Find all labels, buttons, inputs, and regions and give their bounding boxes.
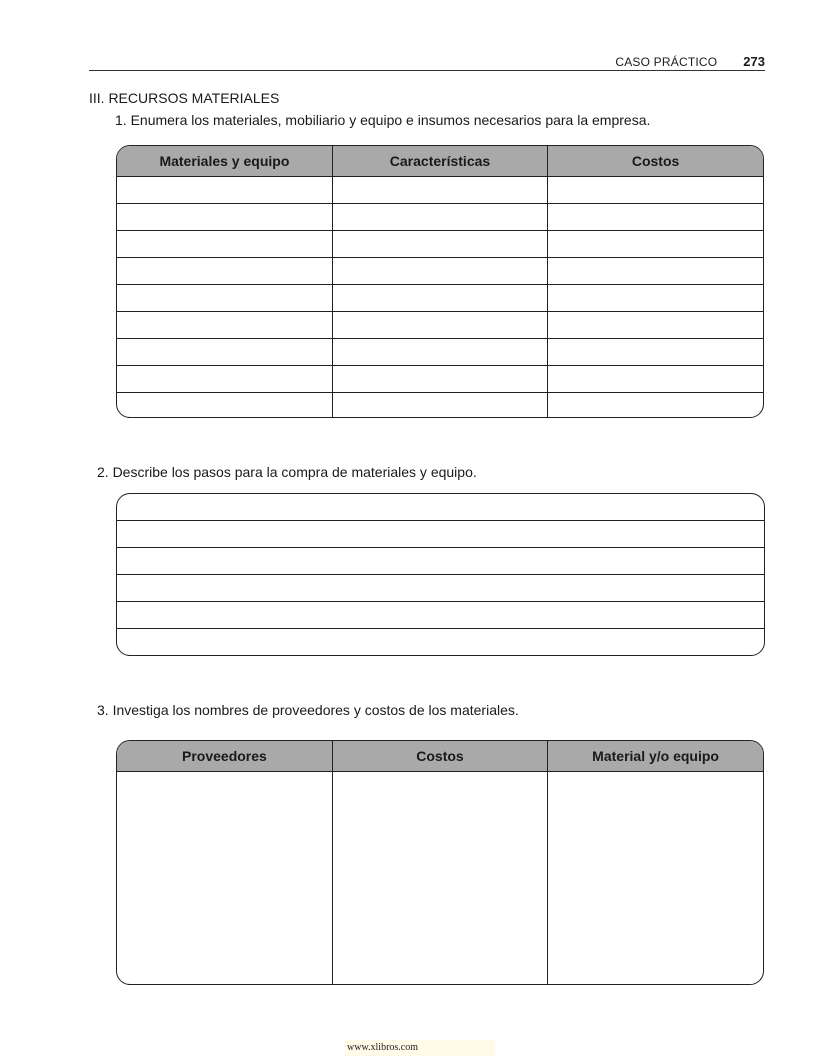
answer-line[interactable] bbox=[117, 521, 764, 548]
column-header: Costos bbox=[332, 741, 547, 772]
table-cell[interactable] bbox=[548, 231, 763, 258]
table-row bbox=[117, 366, 763, 393]
table-row bbox=[117, 258, 763, 285]
table-cell[interactable] bbox=[117, 258, 332, 285]
table-cell[interactable] bbox=[332, 339, 547, 366]
table-row bbox=[117, 393, 763, 419]
answer-line[interactable] bbox=[117, 548, 764, 575]
suppliers-table bbox=[116, 740, 764, 985]
materials-table bbox=[116, 145, 764, 418]
table-row bbox=[117, 339, 763, 366]
table-cell[interactable] bbox=[548, 204, 763, 231]
table-row bbox=[117, 231, 763, 258]
table-cell[interactable] bbox=[332, 366, 547, 393]
table-row bbox=[117, 772, 763, 985]
table-row bbox=[117, 204, 763, 231]
table-cell[interactable] bbox=[332, 258, 547, 285]
table-cell[interactable] bbox=[548, 366, 763, 393]
column-header: Proveedores bbox=[117, 741, 332, 772]
column-header: Costos bbox=[548, 146, 763, 177]
table-cell[interactable] bbox=[117, 177, 332, 204]
table-cell[interactable] bbox=[332, 772, 547, 985]
answer-line[interactable] bbox=[117, 629, 764, 656]
section-title: III. RECURSOS MATERIALES bbox=[89, 90, 280, 106]
question-1-text: 1. Enumera los materiales, mobiliario y equipo e insumos necesarios para la empresa. bbox=[115, 112, 651, 128]
table-cell[interactable] bbox=[117, 393, 332, 419]
answer-line[interactable] bbox=[117, 575, 764, 602]
table-header-row bbox=[117, 146, 763, 177]
table-cell[interactable] bbox=[332, 204, 547, 231]
table-cell[interactable] bbox=[117, 312, 332, 339]
table-cell[interactable] bbox=[332, 393, 547, 419]
page-number: 273 bbox=[743, 54, 765, 69]
table-cell[interactable] bbox=[117, 366, 332, 393]
question-2-text: 2. Describe los pasos para la compra de materiales y equipo. bbox=[97, 464, 477, 480]
table-header-row bbox=[117, 741, 763, 772]
table-cell[interactable] bbox=[332, 312, 547, 339]
answer-line[interactable] bbox=[117, 602, 764, 629]
table-cell[interactable] bbox=[548, 312, 763, 339]
footer-url: www.xlibros.com bbox=[345, 1040, 495, 1056]
table-cell[interactable] bbox=[548, 258, 763, 285]
running-header bbox=[89, 54, 765, 71]
table-cell[interactable] bbox=[332, 231, 547, 258]
table-cell[interactable] bbox=[548, 393, 763, 419]
table-cell[interactable] bbox=[548, 285, 763, 312]
table-cell[interactable] bbox=[117, 772, 332, 985]
table-cell[interactable] bbox=[548, 177, 763, 204]
table-row bbox=[117, 312, 763, 339]
table-cell[interactable] bbox=[332, 285, 547, 312]
table-cell[interactable] bbox=[117, 285, 332, 312]
column-header: Material y/o equipo bbox=[548, 741, 763, 772]
column-header: Características bbox=[332, 146, 547, 177]
answer-line[interactable] bbox=[117, 494, 764, 521]
column-header: Materiales y equipo bbox=[117, 146, 332, 177]
table-row bbox=[117, 177, 763, 204]
answer-lines-box bbox=[116, 493, 765, 656]
question-3-text: 3. Investiga los nombres de proveedores y costos de los materiales. bbox=[97, 702, 519, 718]
table-cell[interactable] bbox=[117, 231, 332, 258]
table-cell[interactable] bbox=[117, 204, 332, 231]
table-cell[interactable] bbox=[548, 772, 763, 985]
table-cell[interactable] bbox=[332, 177, 547, 204]
table-row bbox=[117, 285, 763, 312]
table-cell[interactable] bbox=[548, 339, 763, 366]
table-cell[interactable] bbox=[117, 339, 332, 366]
running-header-label: CASO PRÁCTICO bbox=[615, 55, 718, 69]
